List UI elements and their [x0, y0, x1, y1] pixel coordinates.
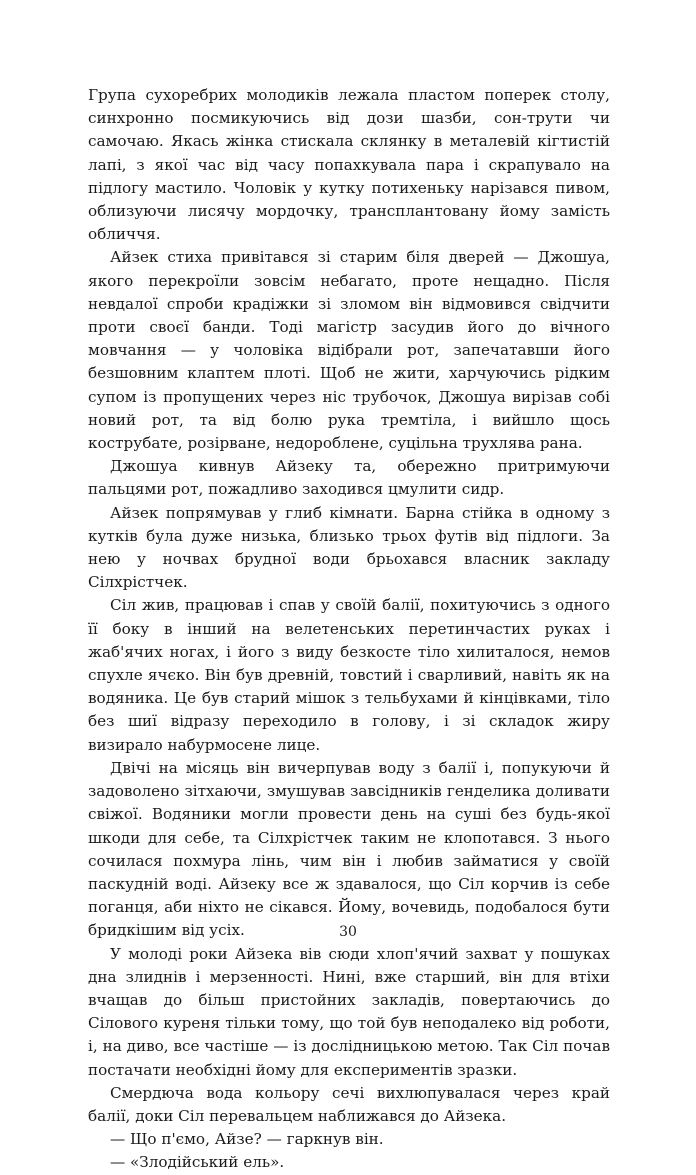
dialogue-line-2: — «Злодійський ель». [110, 1153, 285, 1172]
text-body [88, 84, 610, 1175]
paragraph-7: У молоді роки Айзека вів сюди хлоп'ячий захват у пошуках дна злиднів і мерзенності. Нині, вже старший, він для втіхи вчащав до більш пристойних закладів, повертаючись до Сілового куреня тільки тому, що той був неподалеко від роботи, і, на диво, все частіше — із дослідницькою метою. Так Сіл почав постачати необхідні йому для експериментів зразки. [88, 944, 610, 1079]
paragraph-3: Джошуа кивнув Айзеку та, обережно притримуючи пальцями рот, пожадливо заходився цмулити сидр. [88, 457, 610, 499]
dialogue-line-1: — Що п'ємо, Айзе? — гаркнув він. [110, 1130, 384, 1149]
paragraph-4: Айзек попрямував у глиб кімнати. Барна стійка в одному з кутків була дуже низька, близько трьох футів від підлоги. За нею у ночвах брудної води брьохався власник закладу Сілхрістчек. [88, 503, 610, 592]
paragraph-5: Сіл жив, працював і спав у своїй балії, похитуючись з одного її боку в інший на велетенських перетинчастих руках і жаб'ячих ногах, і його з виду безкосте тіло хилиталося, немов спухле ячєко. Він був древній, товстий і сварливий, навіть як на водяника. Це був старий мішок з тельбухами й кінцівками, тіло без шиї відразу переходило в голову, і зі складок жиру визирало набурмосене лице. [88, 596, 610, 754]
paragraph-1: Група сухоребрих молодиків лежала пластом поперек столу, синхронно посмикуючись від дози шазби, сон-трути чи самочаю. Якась жінка стискала склянку в металевій кігтистій лапі, з якої час від часу попахкувала пара і скрапувало на підлогу мастило. Чоловік у кутку потихеньку нарізався пивом, облизуючи лисячу мордочку, трансплантовану йому замість обличчя. [88, 86, 610, 244]
paragraph-6: Двічі на місяць він вичерпував воду з балії і, попукуючи й задоволено зітхаючи, змушував завсідників генделика доливати свіжої. Водяники могли провести день на суші без будь-якої шкоди для себе, та Сілхрістчек таким не клопотався. З нього сочилася похмура лінь, чим він і любив займатися у своїй паскудній воді. Айзеку все ж здавалося, що Сіл корчив із себе поганця, аби ніхто не сікався. Йому, вочевидь, подобалося бути бридкішим від усіх. [88, 758, 610, 940]
paragraph-2: Айзек стиха привітався зі старим біля дверей — Джошуа, якого перекроїли зовсім небагато, проте нещадно. Після невдалої спроби крадіжки зі зломом він відмовився свідчити проти своєї банди. Тоді магістр засудив його до вічного мовчання — у чоловіка відібрали рот, запечатавши його безшовним клаптем плоті. Щоб не жити, харчуючись рідким супом із пропущених через ніс трубочок, Джошуа вирізав собі новий рот, та від болю рука тремтіла, і вийшло щось кострубате, розірване, недороблене, суцільна трухлява рана. [88, 248, 610, 453]
paragraph-8: Смердюча вода кольору сечі вихлюпувалася через край балії, доки Сіл перевальцем наближався до Айзека. [88, 1083, 610, 1125]
page-number: 30 [339, 924, 357, 940]
